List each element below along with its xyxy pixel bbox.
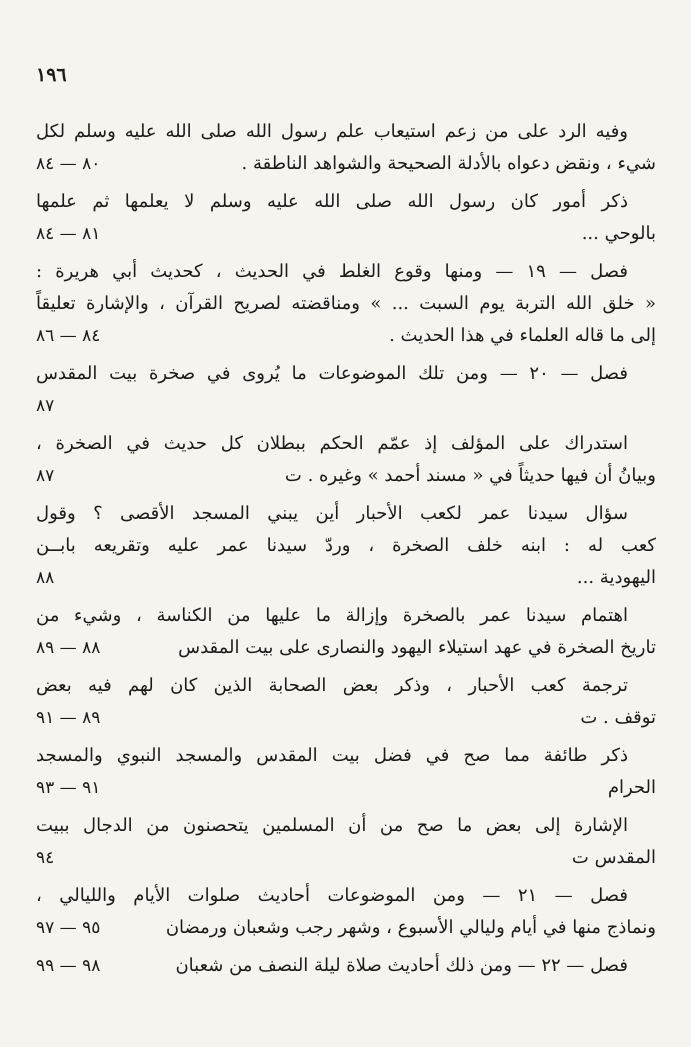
toc-line-text: اليهودية ... [576, 567, 656, 588]
toc-line [36, 600, 656, 632]
toc-line-text: المقدس ت [571, 847, 656, 868]
toc-entry [36, 116, 656, 180]
toc-line-text: الإشارة إلى بعض ما صح من أن المسلمين يتحصنون من الدجال ببيت [36, 815, 628, 836]
toc-line-text: إلى ما قاله العلماء في هذا الحديث . [389, 325, 656, 346]
toc-entry [36, 950, 656, 982]
toc-line [36, 358, 656, 390]
toc-line [36, 460, 656, 492]
toc-line [36, 186, 656, 218]
toc-page-ref: ٨٠ — ٨٤ [36, 154, 101, 174]
toc-line-text: اهتمام سيدنا عمر بالصخرة وإزالة ما عليها من الكناسة ، وشيء من [36, 605, 628, 626]
toc-line [36, 950, 656, 982]
toc-line-text: فصل — ٢٠ — ومن تلك الموضوعات ما يُروى في صخرة بيت المقدس [36, 363, 628, 384]
toc-line-text: استدراك على المؤلف إذ عمّم الحكم ببطلان كل حديث في الصخرة ، [36, 433, 628, 454]
toc-entry [36, 810, 656, 874]
toc-page-ref: ٨٧ [36, 466, 55, 486]
toc-line-text: سؤال سيدنا عمر لكعب الأحبار أين يبني المسجد الأقصى ؟ وقول [36, 503, 629, 524]
toc-page-ref: ٨١ — ٨٤ [36, 224, 101, 244]
toc-line [36, 740, 656, 772]
toc-entry [36, 498, 656, 594]
toc-line-text: توقف . ت [580, 707, 656, 728]
toc-line-text: ذكر أمور كان رسول الله صلى الله عليه وسلم لا يعلمها ثم علمها [36, 191, 628, 212]
page-number: ١٩٦ [36, 64, 67, 86]
toc-entry [36, 600, 656, 664]
toc-line [36, 842, 656, 874]
toc-line-text: الحرام [607, 777, 656, 798]
toc-entry [36, 358, 656, 422]
toc-line [36, 912, 656, 944]
toc-page-ref: ٨٨ [36, 568, 55, 588]
toc-line-text: ونماذج منها في أيام وليالي الأسبوع ، وشهر رجب وشعبان ورمضان [165, 917, 656, 938]
toc-entry [36, 740, 656, 804]
toc-page-ref: ٩٥ — ٩٧ [36, 918, 101, 938]
table-of-contents [36, 116, 656, 988]
toc-page-ref: ٨٩ — ٩١ [36, 708, 101, 728]
toc-page-ref: ٨٨ — ٨٩ [36, 638, 101, 658]
toc-line [36, 390, 656, 422]
toc-line [36, 562, 656, 594]
toc-line-text: بالوحي ... [581, 223, 656, 244]
toc-page-ref: ٨٧ [36, 396, 55, 416]
toc-entry [36, 670, 656, 734]
toc-line-text: وبيانُ أن فيها حديثاً في « مسند أحمد » وغيره . ت [284, 465, 656, 486]
toc-line-text: فصل — ٢١ — ومن الموضوعات أحاديث صلوات الأيام والليالي ، [36, 885, 629, 906]
toc-line [36, 218, 656, 250]
toc-line-text: فصل — ١٩ — ومنها وقوع الغلط في الحديث ، كحديث أبي هريرة : [36, 261, 628, 282]
toc-line [36, 772, 656, 804]
toc-line-text: ترجمة كعب الأحبار ، وذكر بعض الصحابة الذين كان لهم فيه بعض [36, 675, 628, 696]
toc-page-ref: ٩١ — ٩٣ [36, 778, 101, 798]
toc-entry [36, 186, 656, 250]
toc-line [36, 320, 656, 352]
toc-line-text: « خلق الله التربة يوم السبت ... » ومناقضته لصريح القرآن ، والإشارة تعليقاً [36, 293, 656, 314]
toc-line [36, 810, 656, 842]
toc-line [36, 428, 656, 460]
toc-page-ref: ٩٨ — ٩٩ [36, 956, 101, 976]
toc-line-text: تاريخ الصخرة في عهد استيلاء اليهود والنصارى على بيت المقدس [178, 637, 656, 658]
toc-line [36, 702, 656, 734]
toc-entry [36, 428, 656, 492]
toc-line-text: كعب له : ابنه خلف الصخرة ، وردّ سيدنا عمر عليه وتقريعه بابــن [36, 535, 656, 556]
toc-line [36, 148, 656, 180]
toc-line [36, 530, 656, 562]
toc-line-text: شيء ، ونقض دعواه بالأدلة الصحيحة والشواهد الناطقة . [241, 153, 656, 174]
toc-line [36, 116, 656, 148]
toc-line-text: وفيه الرد على من زعم استيعاب علم رسول الله صلى الله عليه وسلم لكل [36, 121, 628, 142]
toc-line [36, 632, 656, 664]
toc-line-text: فصل — ٢٢ — ومن ذلك أحاديث صلاة ليلة النصف من شعبان [175, 955, 628, 976]
toc-line [36, 498, 656, 530]
toc-line [36, 256, 656, 288]
toc-line [36, 880, 656, 912]
toc-line-text: ذكر طائفة مما صح في فضل بيت المقدس والمسجد النبوي والمسجد [36, 745, 628, 766]
toc-line [36, 288, 656, 320]
toc-line [36, 670, 656, 702]
toc-page-ref: ٨٤ — ٨٦ [36, 326, 101, 346]
toc-entry [36, 880, 656, 944]
toc-page-ref: ٩٤ [36, 848, 55, 868]
toc-entry [36, 256, 656, 352]
